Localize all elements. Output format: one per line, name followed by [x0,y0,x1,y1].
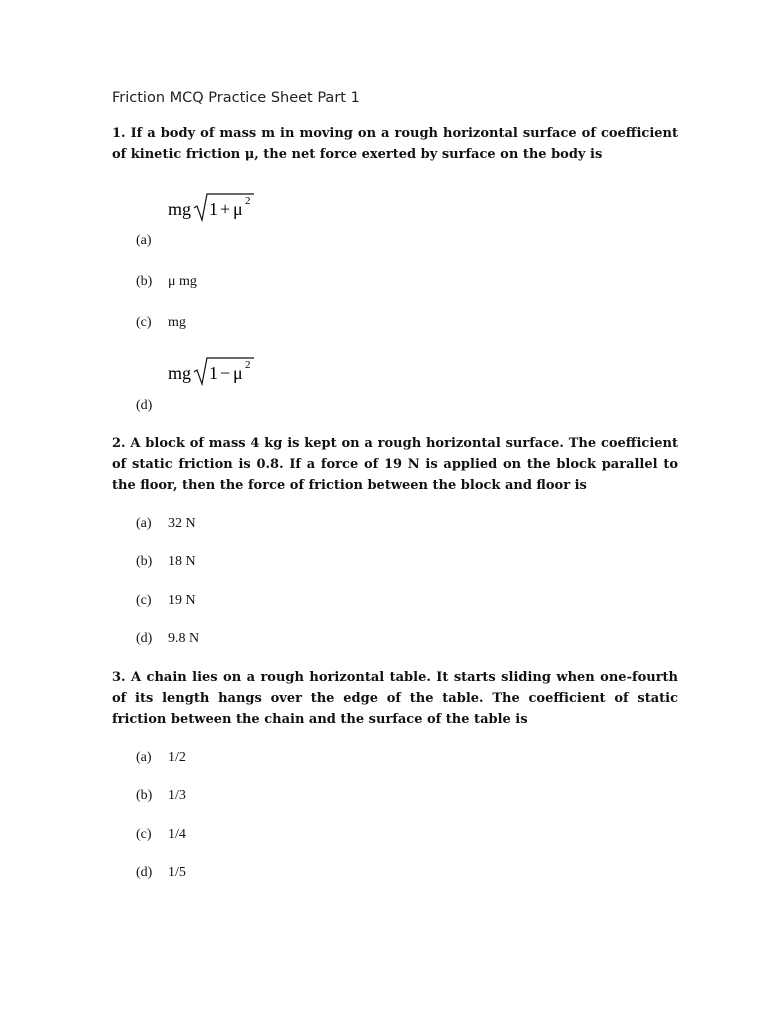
formula-operator: + [220,199,231,219]
formula-operator: − [220,363,231,383]
option-text: 1/3 [168,788,186,803]
option-letter: (d) [136,631,153,646]
question-1-option-a-formula [168,190,268,224]
formula-exponent: 2 [245,359,251,371]
page-title: Friction MCQ Practice Sheet Part 1 [112,90,360,106]
option-letter: (c) [136,593,152,608]
formula-exponent: 2 [245,195,251,207]
formula-mu: μ [233,199,243,219]
option-letter: (a) [136,750,152,765]
option-text: 1/5 [168,865,186,880]
option-text: mg [168,315,186,330]
question-3-text: 3. A chain lies on a rough horizontal table. It starts sliding when one-fourth of its length hangs over the edge of the table. The coefficient of static friction between the chain and the surface of the table is [112,670,678,727]
formula-prefix: mg [168,363,192,383]
option-text: 1/4 [168,827,186,842]
formula-mu: μ [233,363,243,383]
option-text: μ mg [168,274,197,289]
option-text: 9.8 N [168,631,200,646]
option-letter: (b) [136,554,153,569]
formula-prefix: mg [168,199,192,219]
option-letter: (b) [136,788,153,803]
formula-radicand-lead: 1 [209,199,218,219]
question-1-option-d-formula [168,354,268,388]
option-letter: (b) [136,274,153,289]
option-letter: (a) [136,516,152,531]
formula-sqrt-plus [168,190,268,224]
option-letter: (d) [136,398,153,413]
formula-radicand-lead: 1 [209,363,218,383]
option-text: 32 N [168,516,196,531]
option-text: 18 N [168,554,196,569]
option-text: 1/2 [168,750,186,765]
option-letter: (a) [136,233,152,248]
question-2-text: 2. A block of mass 4 kg is kept on a rough horizontal surface. The coefficient of static friction is 0.8. If a force of 19 N is applied on the block parallel to the floor, then the force of friction between the block and floor is [112,436,678,493]
option-letter: (d) [136,865,153,880]
option-letter: (c) [136,827,152,842]
question-1-text: 1. If a body of mass m in moving on a rough horizontal surface of coefficient of kinetic friction μ, the net force exerted by surface on the body is [112,126,678,162]
option-text: 19 N [168,593,196,608]
formula-sqrt-minus [168,354,268,388]
option-letter: (c) [136,315,152,330]
